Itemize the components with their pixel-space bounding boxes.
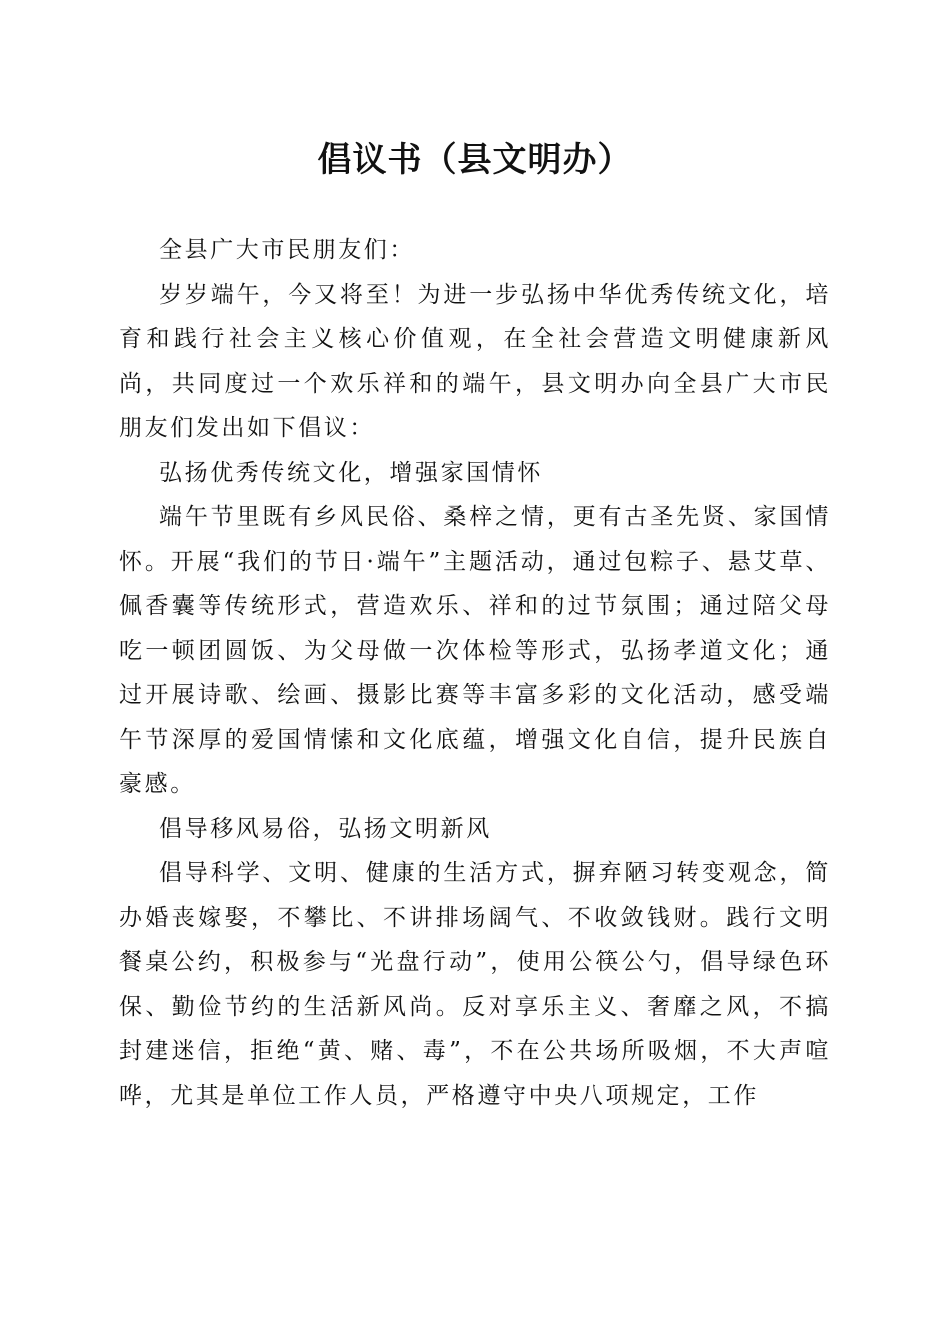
- salutation: 全县广大市民朋友们：: [159, 237, 415, 263]
- document-body: [119, 228, 831, 1118]
- section-heading-customs: 倡导移风易俗，弘扬文明新风: [159, 815, 492, 842]
- document-title: 倡议书（县文明办）: [317, 140, 633, 180]
- paragraph-tradition: 端午节里既有乡风民俗、桑梓之情，更有古圣先贤、家国情怀。开展“我们的节日·端午”主题活动，通过包粽子、悬艾草、佩香囊等传统形式，营造欢乐、祥和的过节氛围；通过陪父母吃一顿团圆饭、为父母做一次体检等形式，弘扬孝道文化；通过开展诗歌、绘画、摄影比赛等丰富多彩的文化活动，感受端午节深厚的爱国情愫和文化底蕴，增强文化自信，提升民族自豪感。: [119, 504, 831, 797]
- paragraph-customs: 倡导科学、文明、健康的生活方式，摒弃陋习转变观念，简办婚丧嫁娶，不攀比、不讲排场阔气、不收敛钱财。践行文明餐桌公约，积极参与“光盘行动”，使用公筷公勺，倡导绿色环保、勤俭节约的生活新风尚。反对享乐主义、奢靡之风，不搞封建迷信，拒绝“黄、赌、毒”，不在公共场所吸烟，不大声喧哗，尤其是单位工作人员，严格遵守中央八项规定，工作: [119, 860, 831, 1109]
- intro-paragraph: 岁岁端午，今又将至！为进一步弘扬中华优秀传统文化，培育和践行社会主义核心价值观，在全社会营造文明健康新风尚，共同度过一个欢乐祥和的端午，县文明办向全县广大市民朋友们发出如下倡议：: [119, 281, 831, 441]
- section-heading-tradition: 弘扬优秀传统文化，增强家国情怀: [159, 459, 543, 486]
